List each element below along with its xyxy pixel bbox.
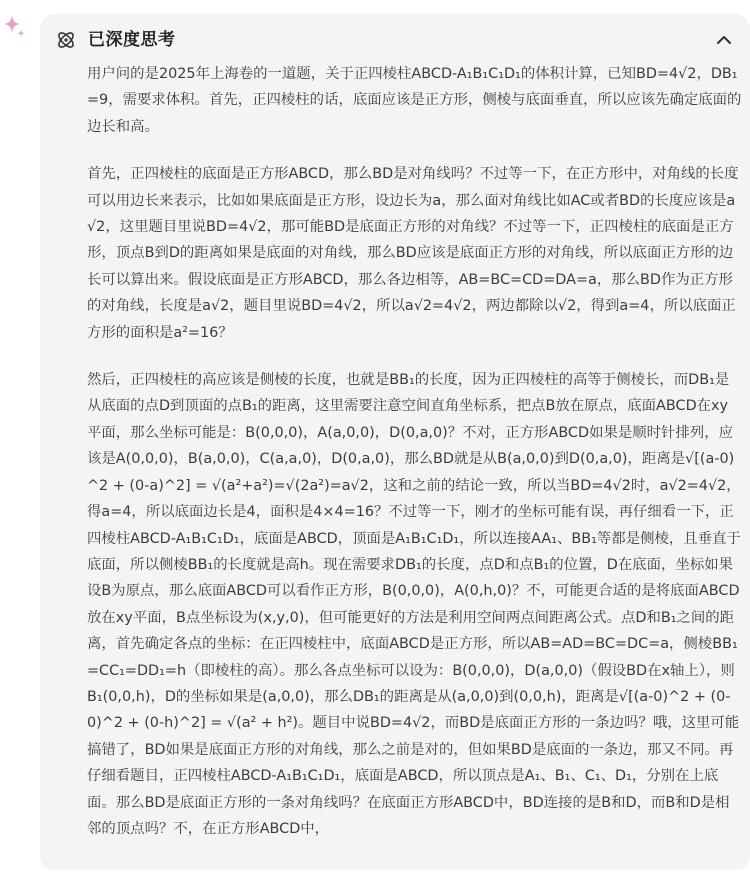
thinking-paragraph: 然后，正四棱柱的高应该是侧棱的长度，也就是BB₁的长度，因为正四棱柱的高等于侧棱长，而DB₁是从底面的点D到顶面的点B₁的距离，这里需要注意空间直角坐标系，把点B放在原点，底面ABCD在xy平面，那么坐标可能是：B(0,0,0)，A(a,0,0)，D(0,a,0)？不对，正方形ABCD如果是顺时针排列，应该是A(0,0,0)，B(a,0,0)，C(a,a,0)，D(0,a,0)，那么BD就是从B(a,0,0)到D(0,a,0)，距离是√[(a-0)^2 + (0-a)^2] = √(a²+a²)=√(2a²)=a√2，这和之前的结论一致，所以当BD=4√2时，a√2=4√2，得a=4，所以底面边长是4，面积是4×4=16？不过等一下，刚才的坐标可能有误，再仔细看一下，正四棱柱ABCD-A₁B₁C₁D₁，底面是ABCD，顶面是A₁B₁C₁D₁，所以连接AA₁、BB₁等都是侧棱，且垂直于底面，所以侧棱BB₁的长度就是高h。现在需要求DB₁的长度，点D和点B₁的位置，D在底面，坐标如果设B为原点，那么底面ABCD可以看作正方形，B(0,0,0)，A(0,h,0)？不，可能更合适的是将底面ABCD放在xy平面，B点坐标设为(x,y,0)，但可能更好的方法是利用空间两点间距离公式。点D和B₁之间的距离，首先确定各点的坐标：在正四棱柱中，底面ABCD是正方形，所以AB=AD=BC=DC=a，侧棱BB₁=CC₁=DD₁=h（即棱柱的高）。那么各点坐标可以设为：B(0,0,0)，D(a,0,0)（假设BD在x轴上），则B₁(0,0,h)，D的坐标如果是(a,0,0)，那么DB₁的距离是从(a,0,0)到(0,0,h)，距离是√[(a-0)^2 + (0-0)^2 + (0-h)^2] = √(a² + h²)。题目中说BD=4√2，而BD是底面正方形的一条边吗？哦，这里可能搞错了，BD如果是底面正方形的对角线，那么之前是对的，但如果BD是底面的一条边，那又不同。再仔细看题目，正四棱柱ABCD-A₁B₁C₁D₁，底面是ABCD，所以顶点是A₁、B₁、C₁、D₁，分别在上底面。那么BD是底面正方形的一条对角线吗？在底面正方形ABCD中，BD连接的是B和D，而B和D是相邻的顶点吗？不，在正方形ABCD中， bbox=[87, 372, 741, 837]
chevron-up-icon[interactable] bbox=[712, 28, 736, 52]
thinking-paragraph: 用户问的是2025年上海卷的一道题，关于正四棱柱ABCD-A₁B₁C₁D₁的体积计算，已知BD=4√2，DB₁=9，需要求体积。首先，正四棱柱的话，底面应该是正方形，侧棱与底面垂直，所以应该先确定底面的边长和高。 bbox=[87, 66, 742, 135]
deep-thinking-panel bbox=[40, 14, 750, 870]
content-fade bbox=[40, 856, 750, 870]
thinking-content bbox=[87, 61, 742, 863]
sparkle-icon bbox=[0, 12, 28, 40]
deep-think-atom-icon bbox=[55, 29, 77, 51]
thinking-title: 已深度思考 bbox=[88, 30, 176, 50]
thinking-paragraph: 首先，正四棱柱的底面是正方形ABCD，那么BD是对角线吗？不过等一下，在正方形中，对角线的长度可以用边长来表示，比如如果底面是正方形，设边长为a，那么面对角线比如AC或者BD的长度应该是a√2，这里题目里说BD=4√2，那可能BD是底面正方形的对角线？不过等一下，正四棱柱的底面是正方形，顶点B到D的距离如果是底面的对角线，那么BD应该是底面正方形的对角线，所以底面正方形的边长可以算出来。假设底面是正方形ABCD，那么各边相等，AB=BC=CD=DA=a，那么BD作为正方形的对角线，长度是a√2，题目里说BD=4√2，所以a√2=4√2，两边都除以√2，得到a=4，所以底面正方形的面积是a²=16？ bbox=[87, 166, 739, 341]
thinking-header[interactable] bbox=[40, 14, 750, 66]
